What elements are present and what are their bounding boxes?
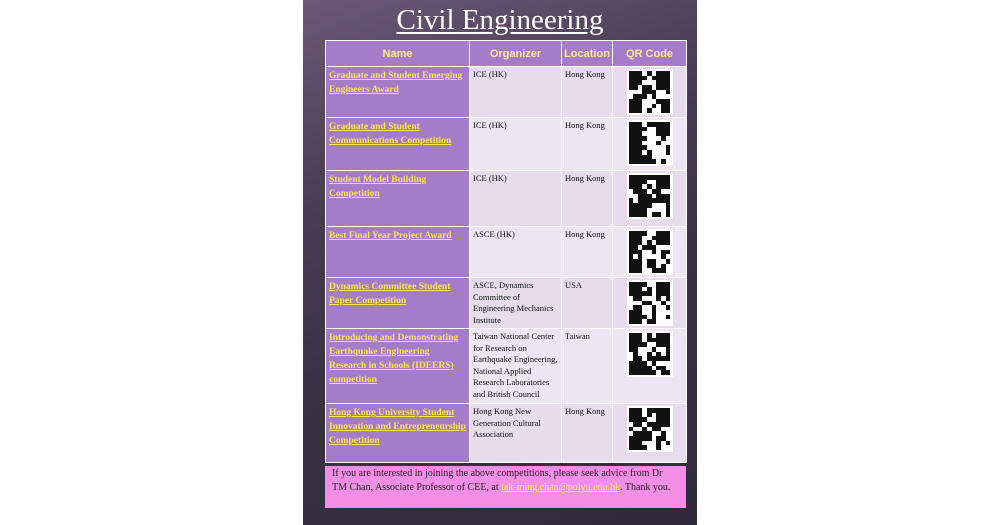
qr-code-icon <box>627 229 673 275</box>
competitions-table <box>325 40 687 463</box>
organizer-cell: ICE (HK) <box>470 171 561 226</box>
table-header-row <box>326 41 686 66</box>
competition-link[interactable]: Dynamics Committee Student Paper Competition <box>329 282 451 306</box>
table-row <box>326 227 686 277</box>
competition-name-cell <box>326 278 469 328</box>
qr-cell <box>613 278 686 328</box>
footer-thanks: . Thank you. <box>620 482 671 493</box>
table-row <box>326 329 686 403</box>
organizer-cell: ICE (HK) <box>470 118 561 170</box>
organizer-cell: ICE (HK) <box>470 67 561 117</box>
organizer-cell: Taiwan National Center for Research on Earthquake Engineering, National Applied Research Laboratories and British Council <box>470 329 561 403</box>
competition-name-cell <box>326 118 469 170</box>
organizer-cell: ASCE, Dynamics Committee of Engineering Mechanics Institute <box>470 278 561 328</box>
organizer-cell: Hong Kong New Generation Cultural Association <box>470 404 561 462</box>
qr-cell <box>613 67 686 117</box>
competition-link[interactable]: Graduate and Student Emerging Engineers Award <box>329 71 463 95</box>
competition-link[interactable]: Graduate and Student Communications Competition <box>329 122 452 146</box>
qr-cell <box>613 171 686 226</box>
header-organizer: Organizer <box>470 41 561 66</box>
location-cell: Hong Kong <box>562 67 612 117</box>
qr-code-icon <box>627 120 673 166</box>
qr-cell <box>613 329 686 403</box>
competition-name-cell <box>326 171 469 226</box>
header-location: Location <box>562 41 612 66</box>
qr-code-icon <box>627 331 673 377</box>
competition-name-cell <box>326 404 469 462</box>
header-name: Name <box>326 41 469 66</box>
competition-name-cell <box>326 329 469 403</box>
location-cell: USA <box>562 278 612 328</box>
table-row <box>326 118 686 170</box>
location-cell: Hong Kong <box>562 171 612 226</box>
qr-cell <box>613 118 686 170</box>
table-row <box>326 404 686 462</box>
location-cell: Hong Kong <box>562 404 612 462</box>
competition-link[interactable]: Student Model Building Competition <box>329 175 427 199</box>
footer-note <box>325 466 686 508</box>
header-qr-code: QR Code <box>613 41 686 66</box>
competition-link[interactable]: Hong Kong University Student Innovation and Entrepreneurship Competition <box>329 408 466 446</box>
location-cell: Taiwan <box>562 329 612 403</box>
table-row <box>326 278 686 328</box>
poster <box>303 0 697 525</box>
table-row <box>326 67 686 117</box>
qr-code-icon <box>627 406 673 452</box>
location-cell: Hong Kong <box>562 118 612 170</box>
competition-name-cell <box>326 227 469 277</box>
qr-cell <box>613 404 686 462</box>
qr-code-icon <box>627 173 673 219</box>
qr-code-icon <box>627 69 673 115</box>
location-cell: Hong Kong <box>562 227 612 277</box>
competition-link[interactable]: Introducing and Demonstrating Earthquake Engineering Research in Schools (IDEERS) competition <box>329 333 459 385</box>
page-title: Civil Engineering <box>396 4 604 36</box>
qr-code-icon <box>627 280 673 326</box>
qr-cell <box>613 227 686 277</box>
table-row <box>326 171 686 226</box>
competition-name-cell <box>326 67 469 117</box>
competition-link[interactable]: Best Final Year Project Award <box>329 231 452 241</box>
organizer-cell: ASCE (HK) <box>470 227 561 277</box>
email-link[interactable]: tak-ming.chan@polyu.edu.hk <box>501 482 621 493</box>
footer-text: If you are interested in joining the above competitions, please seek advice from Dr TM Chan, Associate Professor of CEE, at <box>332 468 663 493</box>
